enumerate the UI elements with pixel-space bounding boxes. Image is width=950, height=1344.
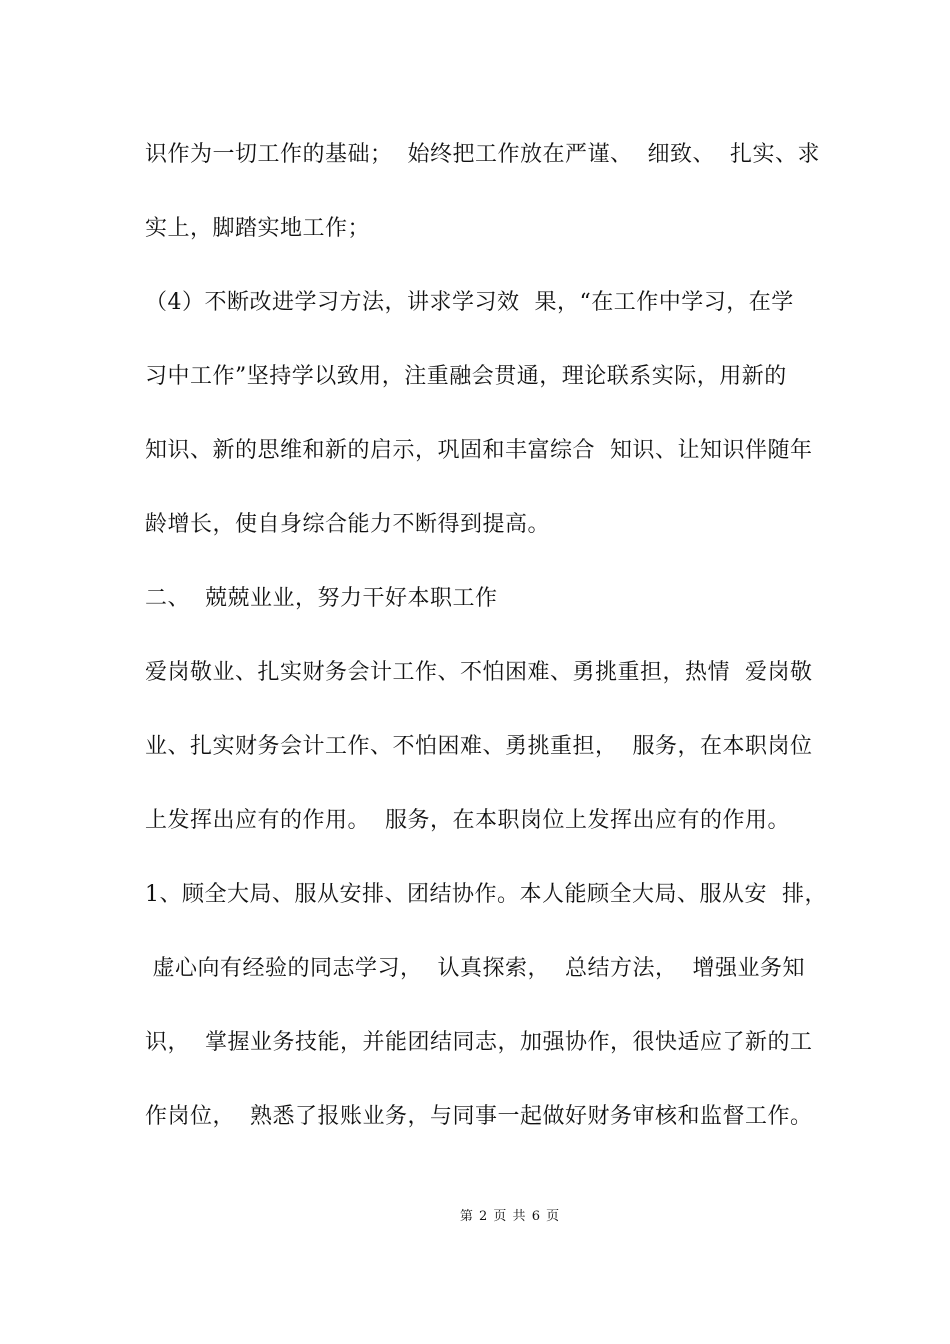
body-text-line: 爱岗敬业、扎实财务会计工作、不怕困难、勇挑重担，热情 爱岗敬	[145, 660, 813, 685]
body-text-line: 上发挥出应有的作用。 服务，在本职岗位上发挥出应有的作用。	[145, 808, 790, 833]
body-text-line: 知识、新的思维和新的启示，巩固和丰富综合 知识、让知识伴随年	[145, 438, 813, 463]
page-number-footer: 第 2 页 共 6 页	[459, 1209, 561, 1224]
body-text-line: （4）不断改进学习方法，讲求学习效 果，“在工作中学习，在学	[145, 290, 794, 315]
body-text-line: 识作为一切工作的基础； 始终把工作放在严谨、 细致、 扎实、求	[145, 142, 820, 167]
body-text-line: 作岗位， 熟悉了报账业务，与同事一起做好财务审核和监督工作。	[145, 1104, 813, 1129]
body-text-line: 龄增长，使自身综合能力不断得到提高。	[145, 512, 551, 537]
body-text-line: 实上，脚踏实地工作；	[145, 216, 371, 241]
body-text-line: 习中工作”坚持学以致用，注重融会贯通，理论联系实际，用新的	[145, 364, 787, 389]
section-heading: 二、 兢兢业业，努力干好本职工作	[145, 586, 498, 611]
body-text-line: 1、顾全大局、服从安排、团结协作。本人能顾全大局、服从安 排，	[145, 882, 827, 907]
body-text-line: 虚心向有经验的同志学习， 认真探索， 总结方法， 增强业务知	[145, 956, 805, 981]
body-text-line: 业、扎实财务会计工作、不怕困难、勇挑重担， 服务，在本职岗位	[145, 734, 813, 759]
body-text-line: 识， 掌握业务技能，并能团结同志，加强协作，很快适应了新的工	[145, 1030, 813, 1055]
